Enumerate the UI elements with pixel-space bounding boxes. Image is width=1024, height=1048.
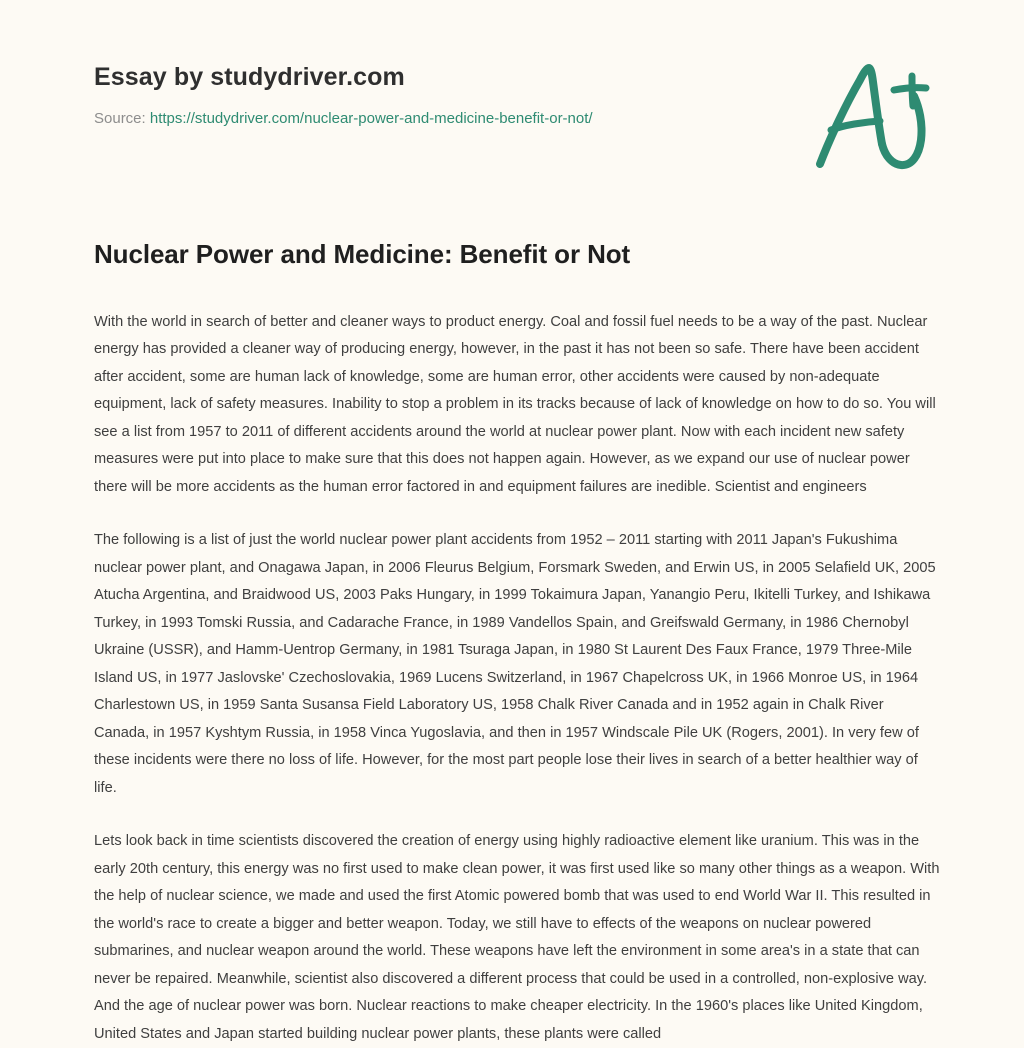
article-paragraph: The following is a list of just the world nuclear power plant accidents from 1952 – 2011 starting with 2011 Japan's Fukushima nuclear power plant, and Onagawa Japan, in 2006 Fleurus Belgium, Forsmark Sweden, and Erwin US, in 2005 Selafield UK, 2005 Atucha Argentina, and Braidwood US, 2003 Paks Hungary, in 1999 Tokaimura Japan, Yanangio Peru, Ikitelli Turkey, and Ishikawa Turkey, in 1993 Tomski Russia, and Cadarache France, in 1989 Vandellos Spain, and Greifswald Germany, in 1986 Chernobyl Ukraine (USSR), and Hamm-Uentrop Germany, in 1981 Tsuraga Japan, in 1980 St Laurent Des Faux France, 1979 Three-Mile Island US, in 1977 Jaslovske' Czechoslovakia, 1969 Lucens Switzerland, in 1967 Chapelcross UK, in 1966 Monroe US, in 1964 Charlestown US, in 1959 Santa Susansa Field Laboratory US, 1958 Chalk River Canada and in 1952 again in Chalk River Canada, in 1957 Kyshtym Russia, in 1958 Vinca Yugoslavia, and then in 1957 Windscale Pile UK (Rogers, 2001). In very few of these incidents were there no loss of life. However, for the most part people lose their lives in search of a better healthier way of life. <box>94 527 940 802</box>
studydriver-a-plus-logo-icon <box>806 52 936 176</box>
source-label: Source: <box>94 110 146 127</box>
article-body <box>94 309 940 1048</box>
article-paragraph: Lets look back in time scientists discovered the creation of energy using highly radioactive element like uranium. This was in the early 20th century, this energy was no first used to make clean power, it was first used like so many other things as a weapon. With the help of nuclear science, we made and used the first Atomic powered bomb that was used to end World War II. This resulted in the world's race to create a bigger and better weapon. Today, we still have to effects of the weapons on nuclear powered submarines, and nuclear weapon around the world. These weapons have left the environment in some area's in a state that can never be repaired. Meanwhile, scientist also discovered a different process that could be used in a controlled, non-explosive way. And the age of nuclear power was born. Nuclear reactions to make cheaper electricity. In the 1960's places like United Kingdom, United States and Japan started building nuclear power plants, these plants were called <box>94 828 940 1048</box>
article-title: Nuclear Power and Medicine: Benefit or Not <box>94 238 940 271</box>
source-url-link[interactable]: https://studydriver.com/nuclear-power-and-medicine-benefit-or-not/ <box>150 110 593 127</box>
page-header <box>0 0 1024 190</box>
header-text-block <box>94 62 794 129</box>
article-paragraph: With the world in search of better and cleaner ways to product energy. Coal and fossil fuel needs to be a way of the past. Nuclear energy has provided a cleaner way of producing energy, however, in the past it has not been so safe. There have been accident after accident, some are human lack of knowledge, some are human error, other accidents were caused by non-adequate equipment, lack of safety measures. Inability to stop a problem in its tracks because of lack of knowledge on how to do so. You will see a list from 1957 to 2011 of different accidents around the world at nuclear power plant. Now with each incident new safety measures were put into place to make sure that this does not happen again. However, as we expand our use of nuclear power there will be more accidents as the human error factored in and equipment failures are inedible. Scientist and engineers <box>94 309 940 502</box>
essay-byline: Essay by studydriver.com <box>94 62 794 92</box>
source-line <box>94 109 794 129</box>
article <box>94 238 940 1048</box>
